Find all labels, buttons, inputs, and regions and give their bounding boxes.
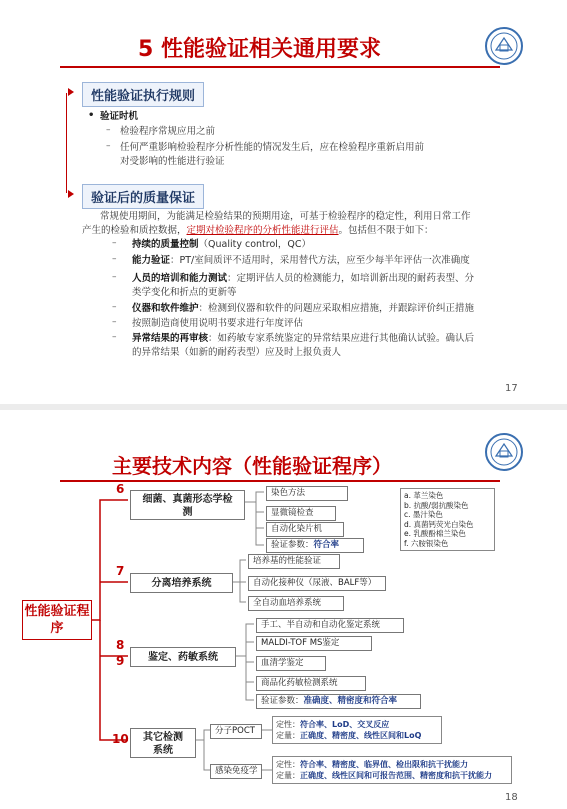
slide-17 <box>0 0 567 404</box>
child-poct: 分子POCT <box>210 724 262 739</box>
qa-item: 仪器和软件维护：检测到仪器和软件的问题应采取相应措施，并跟踪评价纠正措施 <box>132 303 475 314</box>
child-maldi: MALDI-TOF MS鉴定 <box>256 636 372 651</box>
slide-title: 主要技术内容（性能验证程序） <box>112 454 392 478</box>
university-seal-icon <box>484 26 524 66</box>
page-number: 18 <box>505 792 518 803</box>
dash-marker: – <box>112 332 117 342</box>
child-serology: 血清学鉴定 <box>256 656 326 671</box>
qa-item: 能力验证：PT/室间质评不适用时，采用替代方法，应至少每半年评估一次准确度 <box>132 255 470 266</box>
category-number: 8 <box>116 638 125 652</box>
category-number: 6 <box>116 482 125 496</box>
timing-item: 任何严重影响检验程序分析性能的情况发生后，应在检验程序重新启用前 <box>120 142 425 153</box>
child-blood-culture: 全自动血培养系统 <box>248 596 344 611</box>
bracket-arrow-icon <box>68 88 74 96</box>
qa-item: 持续的质量控制（Quality control，QC） <box>132 239 312 250</box>
timing-item: 对受影响的性能进行验证 <box>120 156 225 167</box>
slide-title: 5 性能验证相关通用要求 <box>138 37 381 62</box>
child-ast-system: 商品化药敏检测系统 <box>256 676 366 691</box>
timing-item: 检验程序常规应用之前 <box>120 126 216 137</box>
dash-marker: – <box>112 302 117 312</box>
child-microscopy: 显微镜检查 <box>266 506 336 521</box>
child-autostainer: 自动化染片机 <box>266 522 344 537</box>
dash-marker: – <box>112 317 117 327</box>
dash-marker: – <box>112 254 117 264</box>
qa-item: 的异常结果（如新的耐药表型）应及时上报负责人 <box>132 347 342 358</box>
title-underline <box>60 66 500 68</box>
stain-list: a. 革兰染色 b. 抗酸/弱抗酸染色 c. 墨汁染色 d. 真菌钙荧光白染色 e. 乳酸酚棉兰染色 f. 六胺银染色 <box>400 488 495 551</box>
child-param: 验证参数：符合率 <box>266 538 364 553</box>
bullet-dot: • <box>88 110 95 121</box>
dash-marker: – <box>106 125 111 135</box>
child-media: 培养基的性能验证 <box>248 554 340 569</box>
category-id-ast: 鉴定、药敏系统 <box>130 647 236 667</box>
child-immunology: 感染免疫学 <box>210 764 262 779</box>
dash-marker: – <box>106 141 111 151</box>
qa-intro-line2: 产生的检验和质控数据，定期对检验程序的分析性能进行评估。包括但不限于如下： <box>82 225 434 236</box>
dash-marker: – <box>112 238 117 248</box>
poct-params: 定性：符合率、LoD、交叉反应 定量：正确度、精密度、线性区间和LoQ <box>272 716 442 744</box>
child-param: 验证参数：准确度、精密度和符合率 <box>256 694 421 709</box>
slide-18 <box>0 410 567 809</box>
category-morphology: 细菌、真菌形态学检测 <box>130 490 245 520</box>
category-number: 9 <box>116 654 125 668</box>
section-heading-rules: 性能验证执行规则 <box>82 82 204 107</box>
qa-item: 类学变化和折点的更新等 <box>132 287 237 298</box>
page-number: 17 <box>505 383 518 394</box>
qa-intro-line1: 常规使用期间，为能满足检验结果的预期用途，可基于检验程序的稳定性，利用日常工作 <box>100 211 471 222</box>
section-heading-qa: 验证后的质量保证 <box>82 184 204 209</box>
qa-item: 人员的培训和能力测试：定期评估人员的检测能力，如培训新出现的耐药表型、分 <box>132 273 475 284</box>
category-other: 其它检测系统 <box>130 728 196 758</box>
bullet-timing: 验证时机 <box>100 111 139 122</box>
child-id-system: 手工、半自动和自动化鉴定系统 <box>256 618 404 633</box>
category-number: 10 <box>112 732 129 746</box>
category-culture: 分离培养系统 <box>130 573 233 593</box>
immunology-params: 定性：符合率、精密度、临界值、检出限和抗干扰能力 定量：正确度、线性区间和可报告范围、精密度和抗干扰能力 <box>272 756 512 784</box>
child-staining: 染色方法 <box>266 486 348 501</box>
child-inoculator: 自动化接种仪（尿液、BALF等） <box>248 576 386 591</box>
bracket-arrow-icon <box>68 190 74 198</box>
tree-root: 性能验证程序 <box>22 600 92 640</box>
dash-marker: – <box>112 272 117 282</box>
qa-item: 按照制造商使用说明书要求进行年度评估 <box>132 318 304 329</box>
section-bracket <box>66 93 67 193</box>
category-number: 7 <box>116 564 125 578</box>
qa-item: 异常结果的再审核：如药敏专家系统鉴定的异常结果应进行其他确认试验。确认后 <box>132 333 475 344</box>
